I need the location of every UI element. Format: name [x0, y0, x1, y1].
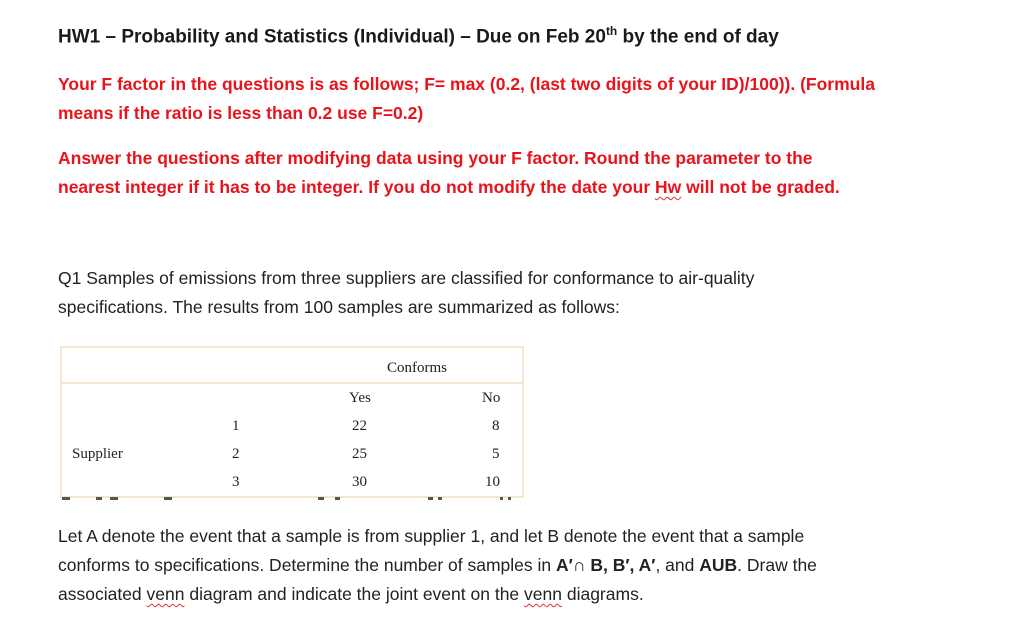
title-tail: by the end of day: [617, 26, 779, 48]
modify-line-2: [58, 173, 998, 202]
f-factor-line-1: Your F factor in the questions is as follows; F= max (0.2, (last two digits of your ID)/100)). (Formula: [58, 74, 875, 94]
q1-task-line-3-end: diagrams.: [561, 584, 644, 604]
table-header-divider: [62, 382, 522, 384]
supplier-conformance-table: [60, 346, 524, 498]
events-a-complement-b: A′∩ B, B′, A′: [556, 555, 656, 575]
table-yes-2: 25: [352, 446, 367, 462]
q1-task-line-1: Let A denote the event that a sample is from supplier 1, and let B denote the event that a sample: [58, 526, 805, 546]
q1-task-line-2: [58, 551, 988, 580]
table-row-label: Supplier: [72, 446, 123, 462]
homework-title: [58, 24, 779, 48]
f-factor-line-2: means if the ratio is less than 0.2 use F=0.2): [58, 103, 424, 123]
table-yes-3: 30: [352, 474, 367, 490]
table-supplier-3: 3: [232, 474, 240, 490]
venn-word-2: venn: [524, 584, 562, 604]
hw-word: Hw: [655, 177, 682, 197]
table-col-yes: Yes: [349, 390, 371, 406]
table-no-2: 5: [492, 446, 500, 462]
title-superscript: th: [605, 24, 618, 38]
q1-intro-line-2: specifications. The results from 100 samples are summarized as follows:: [58, 297, 620, 317]
q1-task-line-2-and: , and: [655, 555, 700, 575]
q1-task-line-3: [58, 580, 988, 609]
q1-task-line-2-end: . Draw the: [737, 555, 817, 575]
table-col-no: No: [482, 390, 501, 406]
title-main: HW1 – Probability and Statistics (Individual) – Due on Feb 20: [58, 26, 606, 48]
cropped-text-remnant: [60, 497, 524, 503]
table-no-1: 8: [492, 418, 500, 434]
q1-intro-line-1: Q1 Samples of emissions from three suppliers are classified for conformance to air-quality: [58, 268, 755, 288]
q1-task-line-2-start: conforms to specifications. Determine the number of samples in: [58, 555, 556, 575]
modify-line-1: Answer the questions after modifying data using your F factor. Round the parameter to the: [58, 148, 813, 168]
question-1-task: [58, 522, 988, 609]
venn-word-1: venn: [146, 584, 185, 604]
table-yes-1: 22: [352, 418, 367, 434]
modify-line-2-end: will not be graded.: [681, 177, 840, 197]
modify-data-instruction: [58, 144, 998, 202]
q1-task-line-3-mid: diagram and indicate the joint event on the: [184, 584, 525, 604]
event-a-union-b: AUB: [699, 555, 738, 575]
table-no-3: 10: [485, 474, 500, 490]
table-supplier-1: 1: [232, 418, 240, 434]
q1-task-line-3-start: associated: [58, 584, 147, 604]
f-factor-instruction: [58, 70, 998, 128]
table-group-header: Conforms: [387, 360, 447, 376]
modify-line-2-start: nearest integer if it has to be integer. If you do not modify the date your: [58, 177, 656, 197]
table-supplier-2: 2: [232, 446, 240, 462]
question-1-intro: [58, 264, 988, 322]
